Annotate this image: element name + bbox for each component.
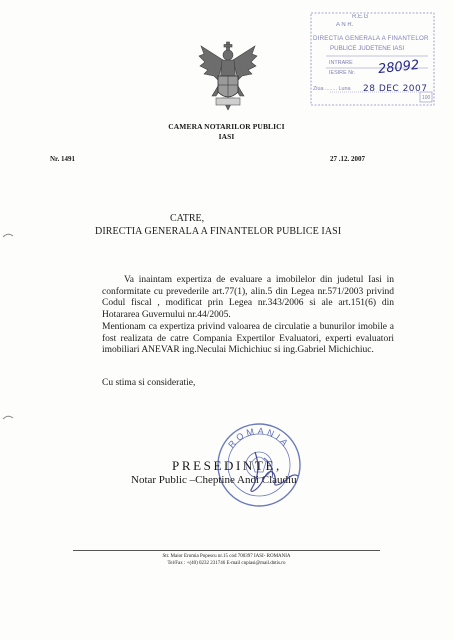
stamp-intrare-label: INTRARE xyxy=(329,60,353,66)
stamp-institution: DIRECTIA GENERALA A FINANTELOR xyxy=(313,35,429,42)
stamp-ziua-label: Ziua xyxy=(313,86,324,92)
stamp-code: 100 xyxy=(422,95,431,101)
paragraph-1-text: Va inaintam expertiza de evaluare a imobilelor din judetul Iasi in conformitate cu prevederile art.77(1), alin.5 din Legea nr.571/2003 privind Codul fiscal , modificat prin Legea nr.343/2006 si ale art.151(6) din Hotararea Guvernului nr.44/2005. xyxy=(102,275,394,320)
reference-number: Nr. 1491 xyxy=(50,155,76,163)
reference-date: 27 .12. 2007 xyxy=(330,155,365,163)
romania-coat-of-arms-icon xyxy=(196,40,260,116)
stamp-iesire-text: IESIRE xyxy=(329,70,347,76)
stamp-institution-2: PUBLICE JUDETENE IASI xyxy=(330,45,405,52)
handwritten-registration-number: 28092 xyxy=(377,57,421,78)
org-city: IASI xyxy=(218,132,235,141)
seal-country-text: ROMANIA xyxy=(226,425,292,450)
stamp-nr-label: Nr. xyxy=(348,70,356,76)
stamp-line-1: R.E.G xyxy=(352,14,369,20)
punch-mark-bottom xyxy=(2,414,14,420)
footer-address: Str. Maior Eromia Popescu nr.15 cod 700397 IASI- ROMANIA xyxy=(162,554,291,559)
stamp-luna-label: Luna xyxy=(338,86,351,92)
footer-divider xyxy=(73,550,380,551)
stamp-iesire-label xyxy=(329,70,355,76)
handwritten-signature xyxy=(200,448,320,498)
paragraph-2-text: Mentionam ca expertiza privind valoarea de circulatie a bunurilor imobile a fost realizata de catre Compania Expertilor Evaluatori, experti evaluatori imobiliari ANEVAR ing.Neculai Michichiuc si ing.Gabriel Michichiuc. xyxy=(102,322,394,356)
addressee-name: DIRECTIA GENERALA A FINANTELOR PUBLICE IASI xyxy=(95,226,342,237)
addressee-label: CATRE, xyxy=(170,213,205,224)
closing-salutation: Cu stima si consideratie, xyxy=(102,378,196,388)
body-paragraph-1 xyxy=(102,275,394,321)
stamped-registration-date: 28 DEC 2007 xyxy=(363,84,428,94)
signatory-name: Notar Public –Cheptine Andi Claudiu xyxy=(131,474,297,486)
punch-mark-top xyxy=(2,232,14,238)
stamp-line-2: A N R. xyxy=(336,22,354,28)
org-name: CAMERA NOTARILOR PUBLICI xyxy=(168,122,285,131)
body-paragraph-2 xyxy=(102,322,394,357)
stamp-date-labels: Ziua ........ Luna xyxy=(313,86,351,92)
signatory-title: PRESEDINTE, xyxy=(172,458,282,473)
footer-contact: Tel/Fax : +(40) 0232 231746 E-mail cnpiasi@mail.dntis.ro xyxy=(167,561,286,566)
